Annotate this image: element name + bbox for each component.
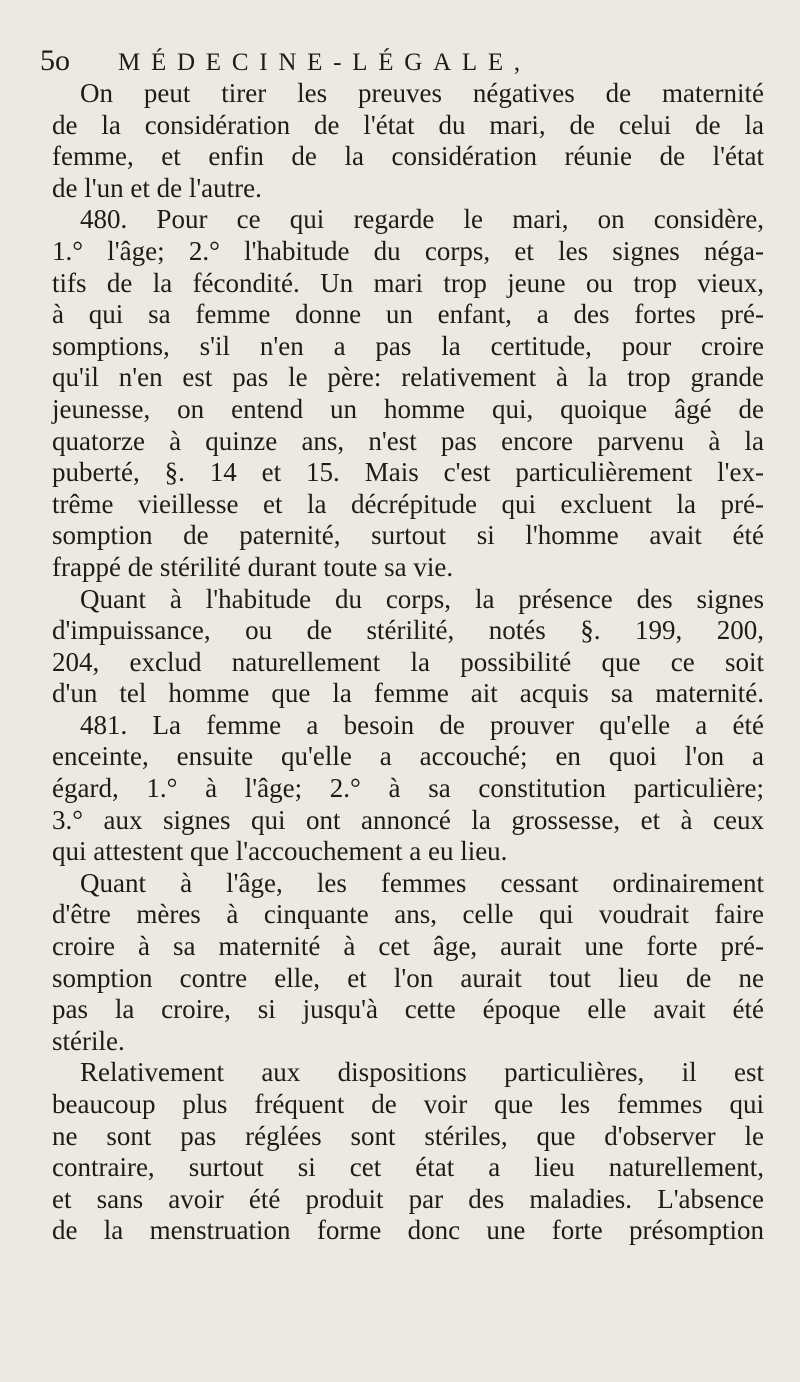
text-line: beaucoup plus fréquent de voir que les femmes qui [52, 1089, 764, 1119]
text-line: On peut tirer les preuves négatives de maternité [80, 78, 764, 108]
page-number: 5o [40, 44, 70, 77]
text-line: Relativement aux dispositions particulières, il est [80, 1057, 764, 1088]
text-line: d'un tel homme que la femme ait acquis sa maternité. [52, 678, 764, 709]
text-line: enceinte, ensuite qu'elle a accouché; en quoi l'on a [52, 741, 764, 772]
text-line: stérile. [52, 1025, 125, 1056]
text-line: puberté, §. 14 et 15. Mais c'est particulièrement l'ex- [52, 457, 764, 488]
text-line: qu'il n'en est pas le père: relativement à la trop grande [52, 362, 764, 393]
text-line: de la considération de l'état du mari, de celui de la [52, 109, 764, 140]
text-line: d'être mères à cinquante ans, celle qui voudrait faire [52, 899, 764, 930]
text-line: à qui sa femme donne un enfant, a des fortes pré- [52, 299, 764, 330]
body-text [52, 78, 764, 1247]
text-line: qui attestent que l'accouchement a eu lieu. [52, 836, 508, 867]
text-line: somption de paternité, surtout si l'homme avait été [52, 520, 764, 551]
text-line: tifs de la fécondité. Un mari trop jeune ou trop vieux, [52, 267, 764, 298]
text-line: trême vieillesse et la décrépitude qui excluent la pré- [52, 488, 764, 519]
text-line: d'impuissance, ou de stérilité, notés §. 199, 200, [52, 615, 764, 646]
text-line: de la menstruation forme donc une forte présomption [52, 1215, 764, 1246]
text-line: égard, 1.° à l'âge; 2.° à sa constitution particulière; [52, 773, 764, 804]
text-line: femme, et enfin de la considération réunie de l'état [52, 141, 764, 172]
text-line: et sans avoir été produit par des maladies. L'absence [52, 1183, 764, 1214]
text-line: 1.° l'âge; 2.° l'habitude du corps, et les signes néga- [52, 235, 764, 266]
text-line: 3.° aux signes qui ont annoncé la grossesse, et à ceux [52, 804, 764, 835]
text-line: frappé de stérilité durant toute sa vie. [52, 551, 454, 582]
text-line: Quant à l'âge, les femmes cessant ordinairement [80, 867, 764, 898]
text-line: de l'un et de l'autre. [52, 172, 262, 203]
text-line: 481. La femme a besoin de prouver qu'elle a été [80, 709, 764, 740]
text-line: croire à sa maternité à cet âge, aurait une forte pré- [52, 931, 764, 962]
text-line: somptions, s'il n'en a pas la certitude, pour croire [52, 330, 764, 361]
text-line: ne sont pas réglées sont stériles, que d'observer le [52, 1120, 764, 1151]
text-line: jeunesse, on entend un homme qui, quoique âgé de [52, 393, 764, 424]
running-title: MÉDECINE-LÉGALE, [118, 49, 531, 76]
text-line: pas la croire, si jusqu'à cette époque elle avait été [52, 994, 764, 1025]
text-line: 480. Pour ce qui regarde le mari, on considère, [80, 204, 764, 235]
text-line: 204, exclud naturellement la possibilité que ce soit [52, 646, 764, 677]
text-line: quatorze à quinze ans, n'est pas encore parvenu à la [52, 425, 764, 456]
text-line: contraire, surtout si cet état a lieu naturellement, [52, 1152, 764, 1183]
text-line: somption contre elle, et l'on aurait tout lieu de ne [52, 962, 764, 993]
text-line: Quant à l'habitude du corps, la présence des signes [80, 583, 764, 614]
